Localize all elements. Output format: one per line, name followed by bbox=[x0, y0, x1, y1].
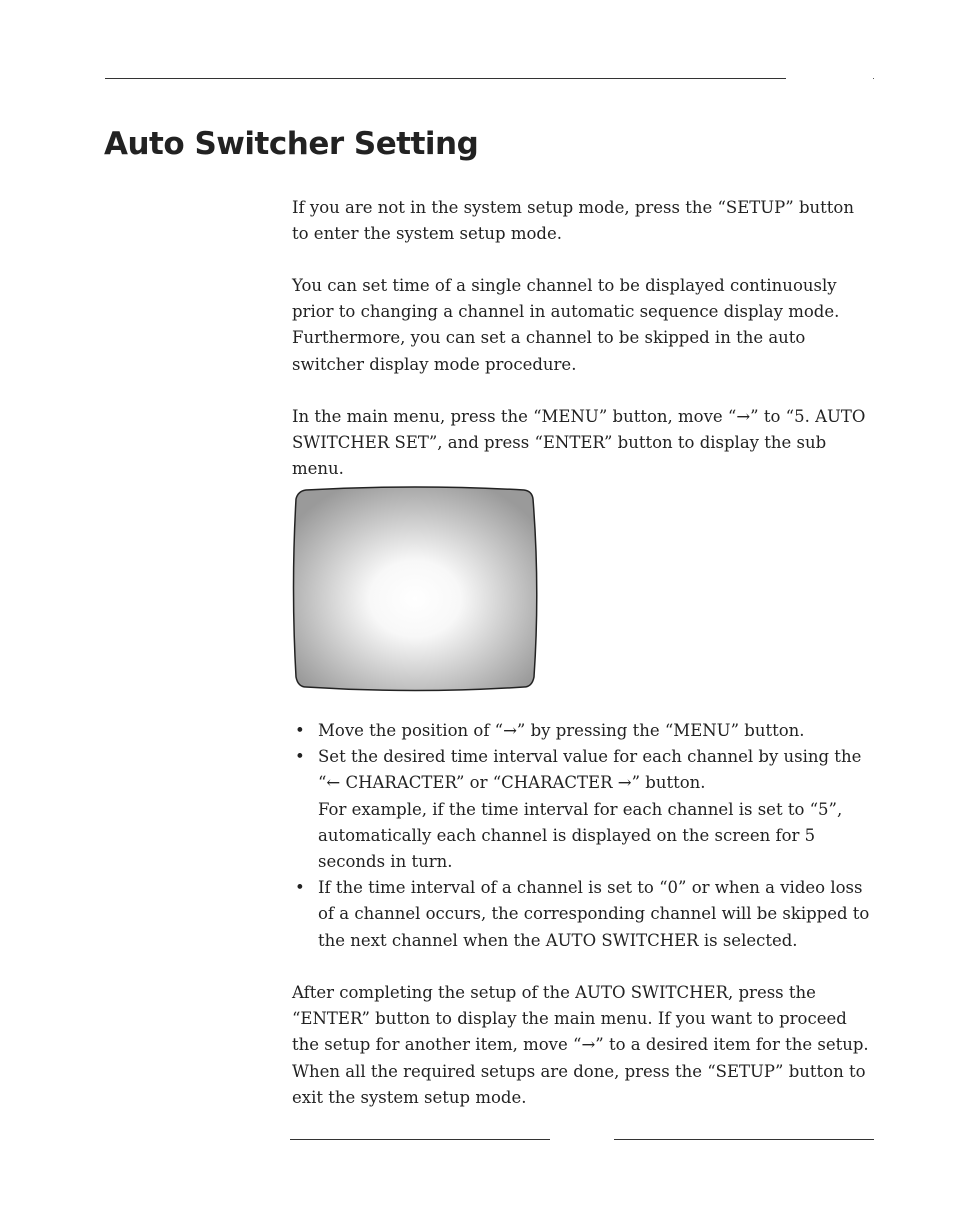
header-dot bbox=[873, 78, 874, 79]
bullet-item-2 bbox=[292, 744, 872, 875]
footer-rule-right bbox=[614, 1139, 874, 1140]
bullet-text: Move the position of “→” by pressing the “MENU” button. bbox=[318, 721, 805, 740]
intro-text-1: If you are not in the system setup mode, press the “SETUP” button to enter the system setup mode. bbox=[292, 198, 854, 244]
intro-text-3: In the main menu, press the “MENU” button, move “→” to “5. AUTO SWITCHER SET”, and press “ENTER” button to display the sub menu. bbox=[292, 407, 866, 479]
bullet-subtext: For example, if the time interval for each channel is set to “5”, automatically each channel is displayed on the screen for 5 seconds in turn. bbox=[318, 799, 843, 872]
intro-para-2 bbox=[292, 273, 872, 378]
bullet-symbol: • bbox=[295, 747, 305, 767]
bullet-text: Set the desired time interval value for each channel by using the “← CHARACTER” or “CHARACTER →” button. bbox=[318, 747, 862, 793]
bullet-item-3 bbox=[292, 875, 872, 954]
monitor-screen-svg bbox=[292, 484, 539, 693]
closing-text: After completing the setup of the AUTO SWITCHER, press the “ENTER” button to display the main menu. If you want to proceed the setup for another item, move “→” to a desired item for the setup. When all the required setups are done, press the “SETUP” button to exit the system setup mode. bbox=[292, 983, 869, 1107]
bullet-symbol: • bbox=[295, 878, 305, 898]
bullet-symbol: • bbox=[295, 721, 305, 740]
bullet-list bbox=[292, 718, 872, 954]
intro-para-1 bbox=[292, 195, 872, 247]
bullet-text: If the time interval of a channel is set to “0” or when a video loss of a channel occurs, the corresponding channel will be skipped to the next channel when the AUTO SWITCHER is selected. bbox=[318, 878, 870, 950]
header-rule bbox=[105, 78, 786, 79]
footer-rule-left bbox=[290, 1139, 550, 1140]
bullet-item-1 bbox=[292, 718, 872, 744]
intro-para-3 bbox=[292, 404, 872, 483]
closing-para bbox=[292, 980, 872, 1111]
monitor-screen-illustration bbox=[292, 484, 539, 693]
intro-text-2: You can set time of a single channel to be displayed continuously prior to changing a channel in automatic sequence display mode. Furthermore, you can set a channel to be skipped in the auto switcher display mode procedure. bbox=[292, 276, 840, 374]
page-title: Auto Switcher Setting bbox=[104, 126, 479, 162]
